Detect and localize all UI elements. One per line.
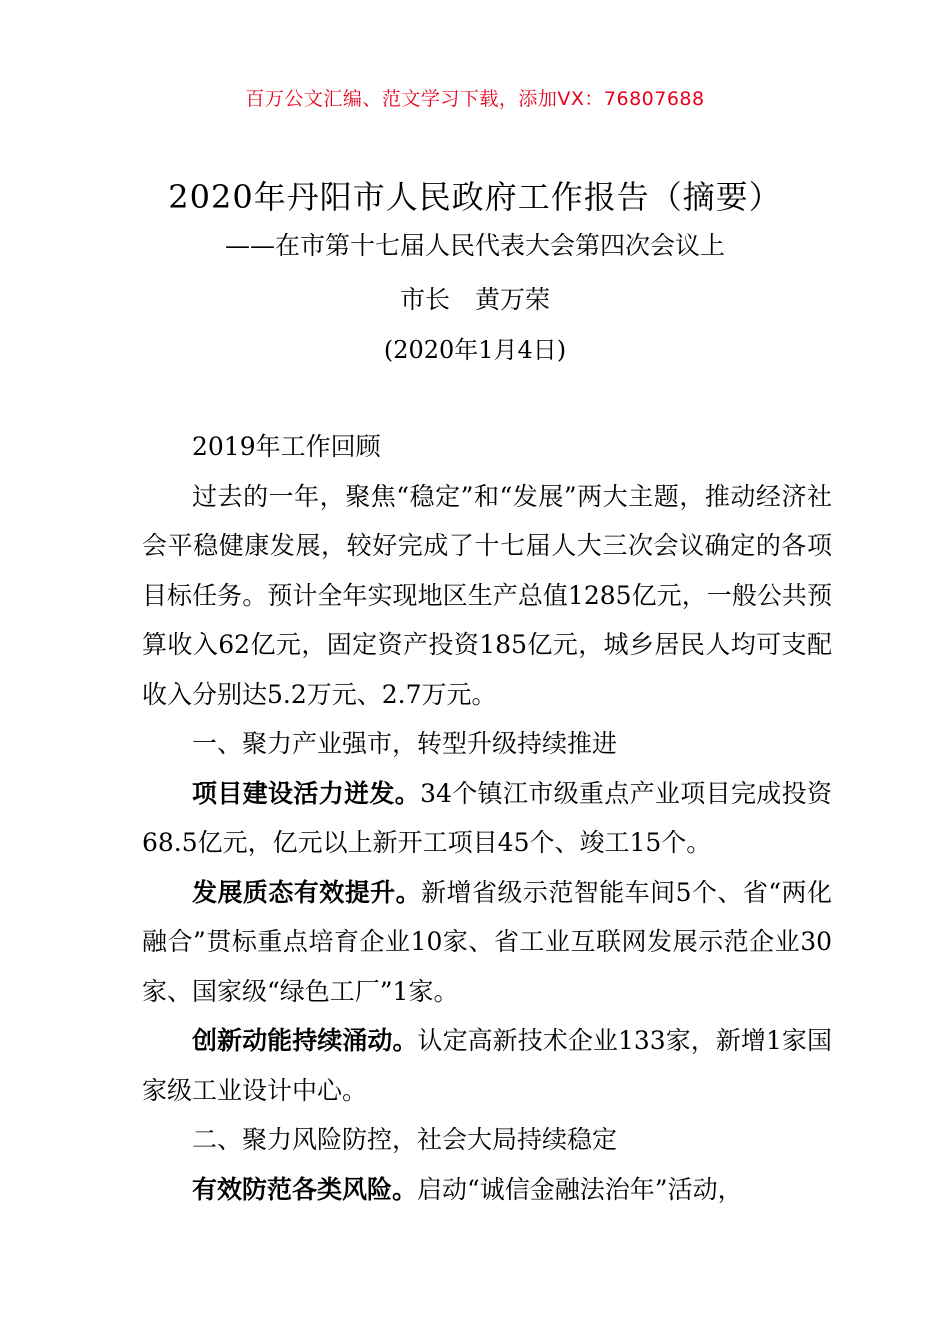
paragraph-1 <box>142 769 832 868</box>
paragraph-2 <box>142 868 832 1017</box>
paragraph-2-text: 新增省级示范智能车间5个、省“两化融合”贯标重点培育企业10家、省工业互联网发展示范企业30家、国家级“绿色工厂”1家。 <box>142 877 832 1006</box>
watermark-banner: 百万公文汇编、范文学习下载，添加VX：76807688 <box>245 88 705 110</box>
paragraph-1-lead: 项目建设活力迸发。 <box>192 778 421 808</box>
section-heading-1: 一、聚力产业强市，转型升级持续推进 <box>192 729 618 758</box>
date-line: (2020年1月4日) <box>383 336 567 364</box>
paragraph-4 <box>142 1165 832 1215</box>
paragraph-3-lead: 创新动能持续涌动。 <box>192 1026 418 1055</box>
section-heading-review: 2019年工作回顾 <box>192 432 381 461</box>
paragraph-3 <box>142 1016 832 1115</box>
page-title: 2020年丹阳市人民政府工作报告（摘要） <box>168 178 782 216</box>
author-line: 市长 黄万荣 <box>399 285 550 314</box>
paragraph-1-text: 34个镇江市级重点产业项目完成投资68.5亿元，亿元以上新开工项目45个、竣工15个。 <box>142 778 832 857</box>
body-text <box>142 422 832 1214</box>
subtitle: ——在市第十七届人民代表大会第四次会议上 <box>224 231 725 260</box>
paragraph-4-lead: 有效防范各类风险。 <box>192 1174 418 1204</box>
paragraph-2-lead: 发展质态有效提升。 <box>192 877 422 907</box>
paragraph-3-text: 认定高新技术企业133家，新增1家国家级工业设计中心。 <box>142 1026 832 1105</box>
paragraph-intro: 过去的一年，聚焦“稳定”和“发展”两大主题，推动经济社会平稳健康发展，较好完成了十七届人大三次会议确定的各项目标任务。预计全年实现地区生产总值1285亿元，一般公共预算收入62亿元，固定资产投资185亿元，城乡居民人均可支配收入分别达5.2万元、2.7万元。 <box>142 481 832 709</box>
paragraph-4-text: 启动“诚信金融法治年”活动， <box>417 1174 743 1204</box>
section-heading-2: 二、聚力风险防控，社会大局持续稳定 <box>192 1125 618 1154</box>
